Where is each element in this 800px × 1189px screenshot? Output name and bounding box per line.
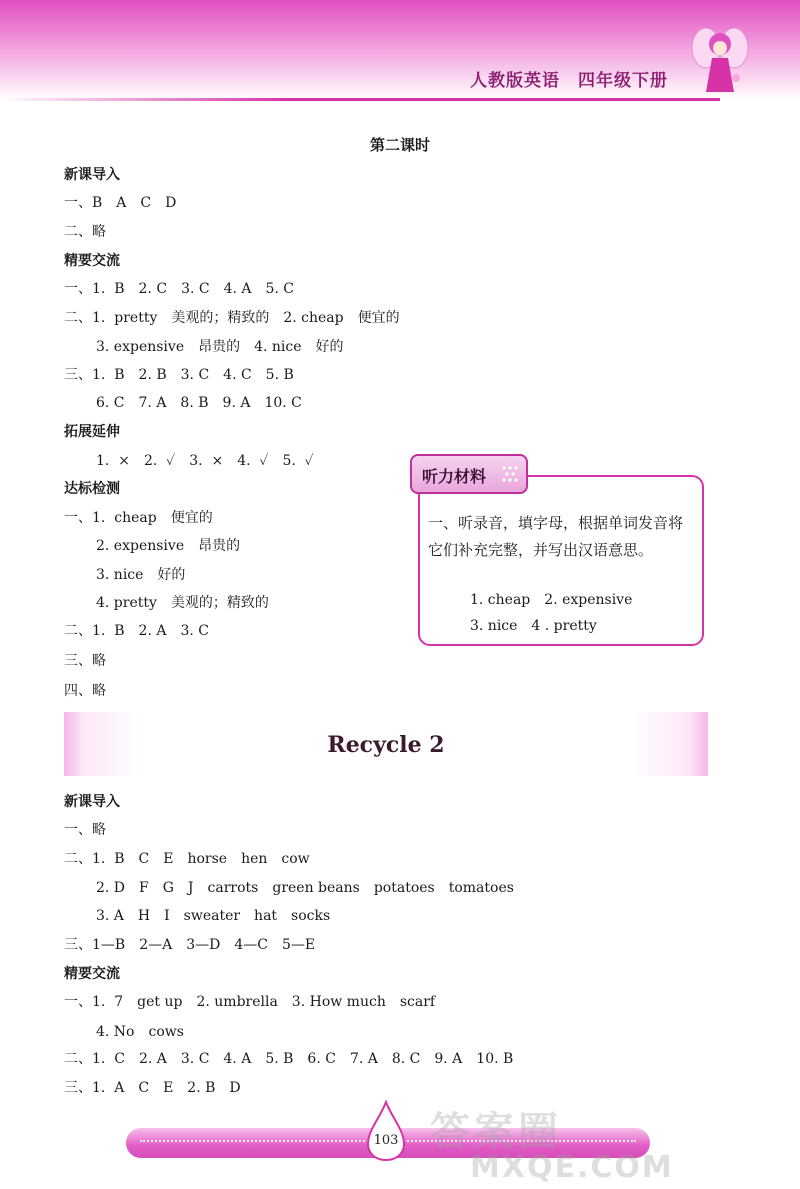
recycle-banner <box>64 712 708 776</box>
answer-line: 1. × 2. ✓ 3. × 4. ✓ 5. ✓ <box>96 453 314 469</box>
book-title: 人教版英语 四年级下册 <box>470 71 668 91</box>
lesson-title: 第二课时 <box>369 136 430 154</box>
answer-line: 二、1. B 2. A 3. C <box>64 623 209 639</box>
drop-icon <box>366 1100 406 1162</box>
answer-line: 4. pretty 美观的；精致的 <box>96 595 269 611</box>
answer-line: 三、1. A C E 2. B D <box>64 1080 241 1096</box>
answer-line: 二、略 <box>64 224 106 240</box>
answer-line: 三、1. B 2. B 3. C 4. C 5. B <box>64 367 294 383</box>
answer-line: 3. nice 好的 <box>96 567 186 583</box>
answer-line: 6. C 7. A 8. B 9. A 10. C <box>96 395 302 411</box>
section-heading: 精要交流 <box>64 966 120 982</box>
section-heading: 拓展延伸 <box>64 424 120 440</box>
listening-tab-label: 听力材料 <box>422 467 487 486</box>
listening-instruction: 一、听录音，填字母，根据单词发音将它们补充完整，并写出汉语意思。 <box>428 514 684 559</box>
answer-line: 一、1. B 2. C 3. C 4. A 5. C <box>64 281 295 297</box>
answer-line: 2. D F G J carrots green beans potatoes tomatoes <box>96 880 514 896</box>
page-number: 103 <box>373 1133 399 1148</box>
section-heading: 新课导入 <box>64 794 120 810</box>
answer-line: 一、略 <box>64 822 106 838</box>
section-heading: 新课导入 <box>64 167 120 183</box>
listening-item: 1. cheap 2. expensive <box>470 592 633 608</box>
listening-tab <box>410 454 528 494</box>
listening-item: 3. nice 4 . pretty <box>470 618 597 634</box>
watermark-url: MXQE.COM <box>470 1150 674 1185</box>
header-divider <box>0 98 720 101</box>
answer-line: 一、B A C D <box>64 195 177 211</box>
section-heading: 精要交流 <box>64 253 120 269</box>
answer-line: 4. No cows <box>96 1024 184 1040</box>
header-band <box>0 0 800 100</box>
answer-line: 3. A H I sweater hat socks <box>96 908 331 924</box>
answer-line: 二、1. B C E horse hen cow <box>64 851 310 867</box>
watermark: 答案圈 <box>430 1109 562 1155</box>
recycle-title: Recycle 2 <box>327 732 445 758</box>
answer-line: 一、1. cheap 便宜的 <box>64 510 213 526</box>
dots-icon <box>500 464 520 486</box>
answer-line: 三、略 <box>64 653 106 669</box>
answer-line: 3. expensive 昂贵的 4. nice 好的 <box>96 339 344 355</box>
fairy-icon <box>690 18 750 102</box>
answer-line: 二、1. pretty 美观的；精致的 2. cheap 便宜的 <box>64 310 400 326</box>
answer-line: 二、1. C 2. A 3. C 4. A 5. B 6. C 7. A 8. C 9. A 10. B <box>64 1051 514 1067</box>
answer-line: 一、1. 7 get up 2. umbrella 3. How much scarf <box>64 994 436 1010</box>
section-heading: 达标检测 <box>64 481 120 497</box>
answer-line: 2. expensive 昂贵的 <box>96 538 241 554</box>
answer-line: 四、略 <box>64 683 106 699</box>
answer-line: 三、1—B 2—A 3—D 4—C 5—E <box>64 937 316 953</box>
